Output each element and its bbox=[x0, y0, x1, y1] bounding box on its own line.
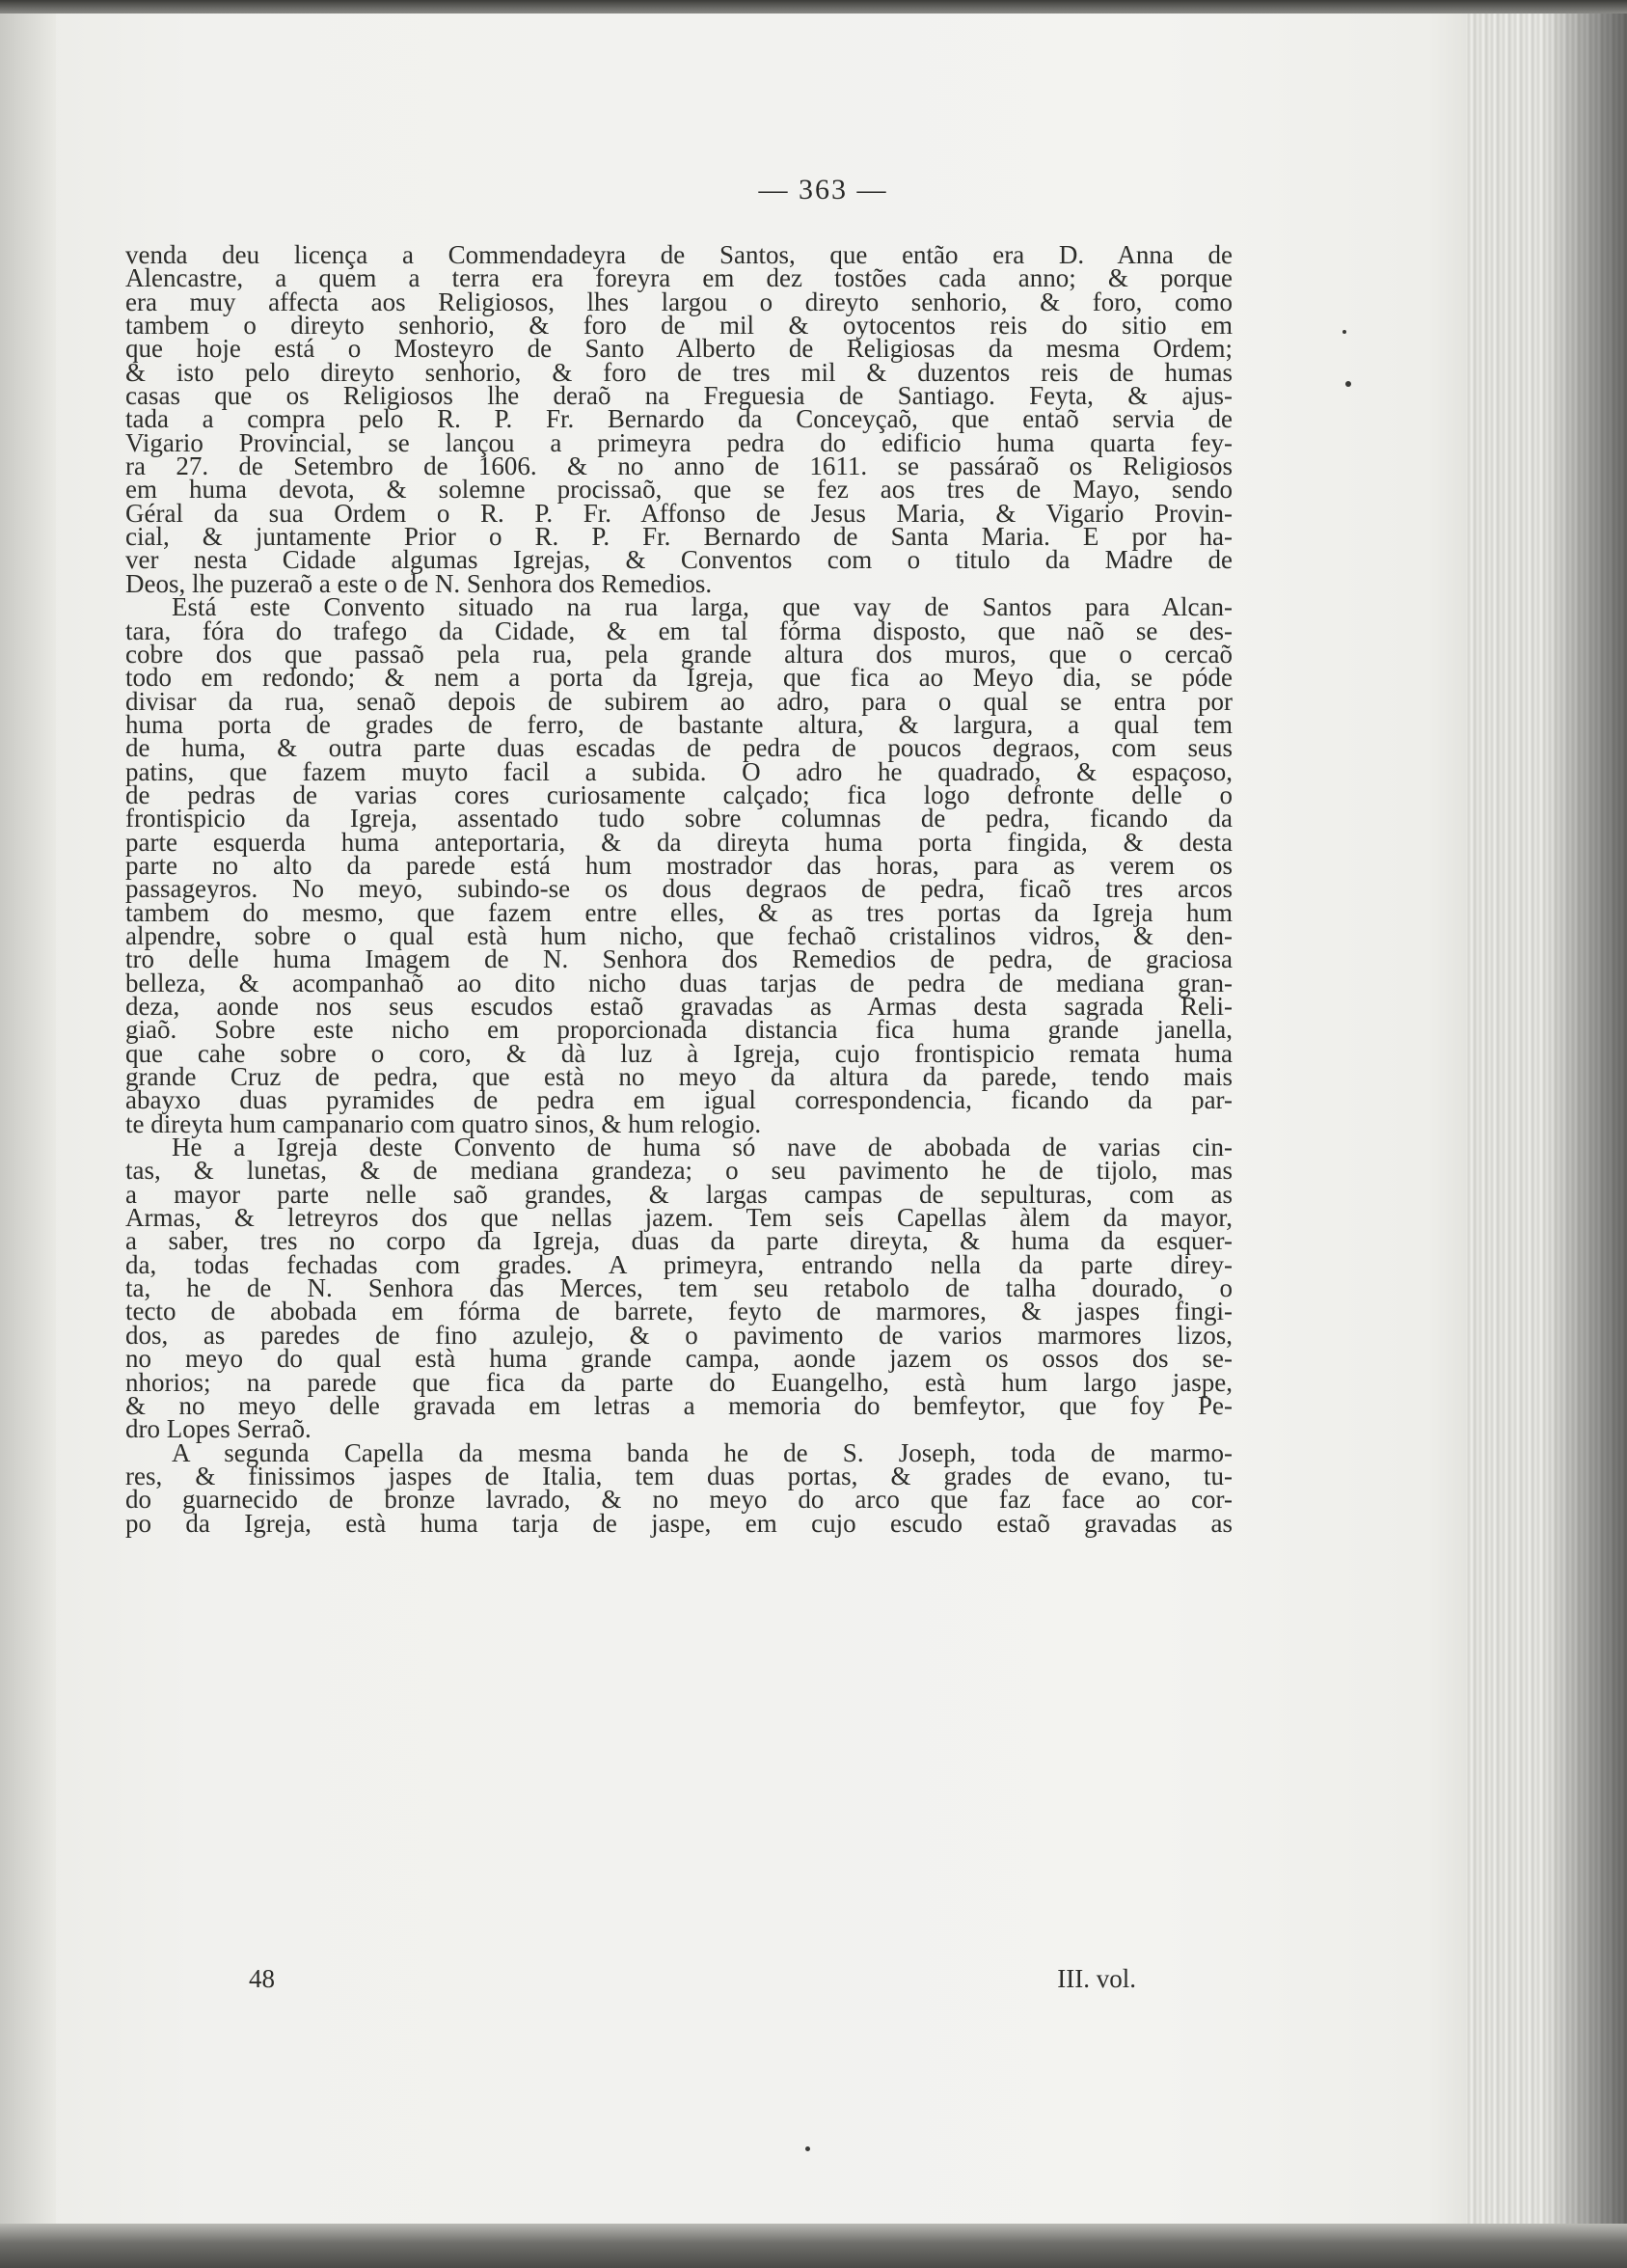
text-line: & isto pelo direyto senhorio, & foro de tres mil & duzentos reis de humas bbox=[125, 357, 1233, 387]
text-line: em huma devota, & solemne procissaõ, que se fez aos tres de Mayo, sendo bbox=[125, 475, 1233, 505]
text-line: ver nesta Cidade algumas Igrejas, & Conventos com o titulo da Madre de bbox=[125, 545, 1233, 575]
body-text bbox=[125, 240, 1233, 1538]
text-line: Alencastre, a quem a terra era foreyra em dez tostões cada anno; & porque bbox=[125, 263, 1233, 293]
scan-bottom-border bbox=[0, 2224, 1627, 2268]
text-line: da, todas fechadas com grades. A primeyra, entrando nella da parte direy- bbox=[125, 1249, 1233, 1279]
text-line: divisar da rua, senaõ depois de subirem ao adro, para o qual se entra por bbox=[125, 686, 1233, 716]
text-line: que hoje está o Mosteyro de Santo Alberto de Religiosas da mesma Ordem; bbox=[125, 334, 1233, 364]
text-line: Deos, lhe puzeraõ a este o de N. Senhora dos Remedios. bbox=[125, 568, 713, 598]
text-line: ra 27. de Setembro de 1606. & no anno de 1611. se passáraõ os Religiosos bbox=[125, 451, 1233, 481]
text-line: que cahe sobre o coro, & dà luz à Igreja, cujo frontispicio remata huma bbox=[125, 1038, 1233, 1068]
text-line: grande Cruz de pedra, que està no meyo da altura da parede, tendo mais bbox=[125, 1062, 1233, 1092]
text-line: nhorios; na parede que fica da parte do Euangelho, està hum largo jaspe, bbox=[125, 1367, 1233, 1397]
text-line: tecto de abobada em fórma de barrete, feyto de marmores, & jaspes fingi- bbox=[125, 1297, 1233, 1326]
speck-mark bbox=[805, 2146, 810, 2151]
page-left-margin-shadow bbox=[0, 0, 56, 2268]
text-line: dos, as paredes de fino azulejo, & o pavimento de varios marmores lizos, bbox=[125, 1320, 1233, 1350]
text-line: passageyros. No meyo, subindo-se os dous degraos de pedra, ficaõ tres arcos bbox=[125, 874, 1233, 904]
text-line: & no meyo delle gravada em letras a memoria do bemfeytor, que foy Pe- bbox=[125, 1390, 1233, 1420]
text-line: He a Igreja deste Convento de huma só nave de abobada de varias cin- bbox=[172, 1133, 1233, 1162]
text-line: te direyta hum campanario com quatro sinos, & hum relogio. bbox=[125, 1108, 762, 1138]
text-line: tas, & lunetas, & de mediana grandeza; o seu pavimento he de tijolo, mas bbox=[125, 1156, 1233, 1186]
text-line: parte no alto da parede está hum mostrador das horas, para as verem os bbox=[125, 850, 1233, 880]
text-line: dro Lopes Serraõ. bbox=[125, 1414, 312, 1444]
text-line: huma porta de grades de ferro, de bastante altura, & largura, a qual tem bbox=[125, 709, 1233, 739]
printer-signature: 48 bbox=[249, 1964, 275, 1993]
text-line: tro delle huma Imagem de N. Senhora dos Remedios de pedra, de graciosa bbox=[125, 944, 1233, 974]
text-line: po da Igreja, està huma tarja de jaspe, em cujo escudo estaõ gravadas as bbox=[125, 1508, 1233, 1538]
volume-marker: III. vol. bbox=[1057, 1964, 1136, 1993]
text-line: A segunda Capella da mesma banda he de S. Joseph, toda de marmo- bbox=[172, 1437, 1233, 1467]
text-line: Géral da sua Ordem o R. P. Fr. Affonso de Jesus Maria, & Vigario Provin- bbox=[125, 498, 1233, 528]
text-line: do guarnecido de bronze lavrado, & no meyo do arco que faz face ao cor- bbox=[125, 1485, 1233, 1515]
speck-mark bbox=[1342, 330, 1346, 334]
text-line: de huma, & outra parte duas escadas de pedra de poucos degraos, com seus bbox=[125, 733, 1233, 763]
text-line: tambem o direyto senhorio, & foro de mil & oytocentos reis do sitio em bbox=[125, 311, 1233, 341]
text-line: frontispicio da Igreja, assentado tudo sobre columnas de pedra, ficando da bbox=[125, 804, 1233, 833]
text-line: tambem do mesmo, que fazem entre elles, & as tres portas da Igreja hum bbox=[125, 897, 1233, 927]
text-line: venda deu licença a Commendadeyra de Santos, que então era D. Anna de bbox=[125, 240, 1233, 269]
text-line: Está este Convento situado na rua larga, que vay de Santos para Alcan- bbox=[172, 592, 1233, 622]
text-line: deza, aonde nos seus escudos estaõ gravadas as Armas desta sagrada Reli- bbox=[125, 992, 1233, 1021]
text-line: casas que os Religiosos lhe deraõ na Freguesia de Santiago. Feyta, & ajus- bbox=[125, 381, 1233, 411]
text-line: cobre dos que passaõ pela rua, pela grande altura dos muros, que o cercaõ bbox=[125, 639, 1233, 669]
text-line: Armas, & letreyros dos que nellas jazem. Tem seis Capellas àlem da mayor, bbox=[125, 1203, 1233, 1233]
text-line: todo em redondo; & nem a porta da Igreja, que fica ao Meyo dia, se póde bbox=[125, 663, 1233, 693]
text-line: cial, & juntamente Prior o R. P. Fr. Bernardo de Santa Maria. E por ha- bbox=[125, 522, 1233, 552]
text-line: patins, que fazem muyto facil a subida. O adro he quadrado, & espaçoso, bbox=[125, 756, 1233, 786]
text-line: ta, he de N. Senhora das Merces, tem seu retabolo de talha dourado, o bbox=[125, 1273, 1233, 1303]
text-line: giaõ. Sobre este nicho em proporcionada distancia fica huma grande janella, bbox=[125, 1015, 1233, 1045]
text-line: tada a compra pelo R. P. Fr. Bernardo da Conceyçaõ, que entaõ servia de bbox=[125, 404, 1233, 434]
text-line: era muy affecta aos Religiosos, lhes largou o direyto senhorio, & foro, como bbox=[125, 287, 1233, 316]
scan-top-border bbox=[0, 0, 1627, 14]
text-line: de pedras de varias cores curiosamente calçado; fica logo defronte delle o bbox=[125, 779, 1233, 809]
book-spine-shadow bbox=[1543, 0, 1627, 2268]
text-line: abayxo duas pyramides de pedra em igual correspondencia, ficando da par- bbox=[125, 1085, 1233, 1115]
text-line: a saber, tres no corpo da Igreja, duas da parte direyta, & huma da esquer- bbox=[125, 1226, 1233, 1256]
text-line: a mayor parte nelle saõ grandes, & largas campas de sepulturas, com as bbox=[125, 1179, 1233, 1209]
page-footer bbox=[249, 1964, 1136, 1997]
text-line: tara, fóra do trafego da Cidade, & em tal fórma disposto, que naõ se des- bbox=[125, 615, 1233, 645]
text-line: parte esquerda huma anteportaria, & da direyta huma porta fingida, & desta bbox=[125, 827, 1233, 857]
page-number: — 363 — bbox=[758, 174, 888, 205]
text-line: alpendre, sobre o qual està hum nicho, que fechaõ cristalinos vidros, & den- bbox=[125, 920, 1233, 950]
speck-mark bbox=[1345, 381, 1351, 387]
text-line: belleza, & acompanhaõ ao dito nicho duas tarjas de pedra de mediana gran- bbox=[125, 968, 1233, 997]
text-line: no meyo do qual està huma grande campa, aonde jazem os ossos dos se- bbox=[125, 1344, 1233, 1374]
text-line: Vigario Provincial, se lançou a primeyra pedra do edificio huma quarta fey- bbox=[125, 427, 1233, 457]
text-line: res, & finissimos jaspes de Italia, tem duas portas, & grades de evano, tu- bbox=[125, 1461, 1233, 1490]
